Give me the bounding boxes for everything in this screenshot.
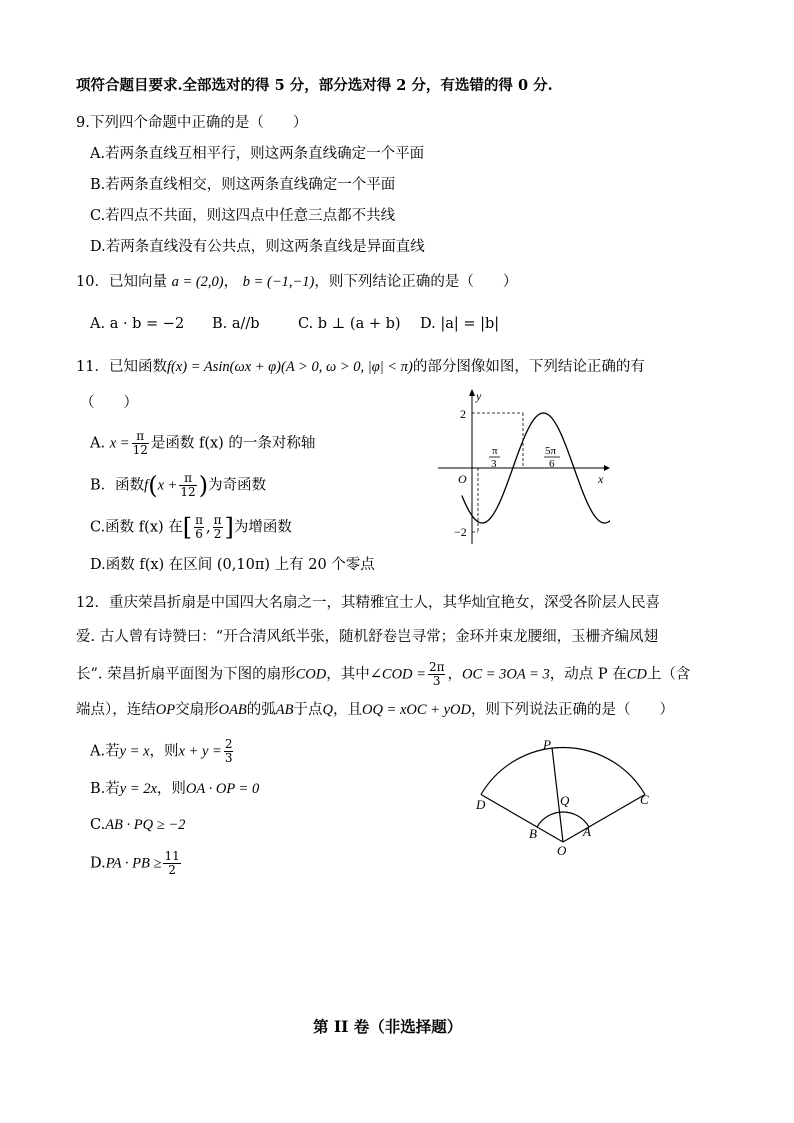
label-c: C: [640, 792, 649, 807]
q12-d-label: D.: [90, 855, 106, 872]
q12-d-den: 2: [168, 863, 176, 877]
q10-option-a: A. a · b = −2: [90, 316, 185, 332]
q12-l3-f: ，: [447, 666, 462, 683]
q11-c-text: 为增函数: [233, 519, 292, 536]
q12-b-mid: ，则: [156, 781, 186, 797]
q11-c-d1: 6: [195, 527, 203, 541]
q12-l3-angle: ∠COD =: [369, 666, 426, 683]
q11-stem-text: 11．已知函数: [76, 359, 167, 375]
q12-l4-q: Q: [322, 702, 333, 718]
q11-c-frac2: [213, 514, 223, 541]
q11-a-fraction: [132, 430, 149, 457]
q9-option-a: A.若两条直线互相平行，则这两条直线确定一个平面: [90, 146, 425, 162]
q12-d-frac: [163, 850, 180, 877]
q11-c-n2: π: [213, 513, 222, 527]
label-o: O: [557, 843, 567, 858]
arc-cd: [481, 747, 645, 794]
q12-line-4: [76, 700, 674, 720]
q11-b-fraction: [179, 472, 196, 499]
x-axis-label: x: [598, 472, 604, 486]
q12-l3-c: ，其中: [326, 666, 370, 683]
q9-option-b: B.若两条直线相交，则这两条直线确定一个平面: [90, 177, 396, 193]
q11-a-den: 12: [132, 443, 148, 457]
q12-l4-e: 的弧: [246, 702, 276, 718]
q11-b-f: f: [144, 477, 149, 494]
label-a: A: [583, 824, 591, 839]
q12-a-frac: [224, 738, 234, 765]
q11-c-d2: 2: [213, 527, 222, 541]
q10-stem: 10．已知向量 a = (2,0)， b = (−1,−1)，则下列结论正确的是（ ）: [76, 274, 518, 290]
q10-option-d: D. |a| = |b|: [420, 316, 500, 332]
q12-l4-op: OP: [155, 702, 176, 718]
q12-d-expr: PA · PB ≥: [105, 855, 162, 872]
q12-l4-k: ，则下列说法正确的是（ ）: [470, 702, 674, 718]
section-title: 第 II 卷（非选择题）: [313, 1017, 463, 1036]
q12-l4-vector-eq: OQ = xOC + yOD: [361, 702, 471, 718]
q11-option-a: [90, 430, 315, 457]
q11-a-num: π: [132, 430, 149, 444]
q12-b-expr: OA · OP = 0: [185, 781, 260, 797]
q12-l3-a: 长”. 荣昌折扇平面图为下图的扇形: [76, 666, 296, 683]
q10-stem-text: 10．已知向量: [76, 274, 167, 290]
q12-b-cond: y = 2x: [119, 781, 157, 797]
q11-c-frac1: [194, 514, 204, 541]
q11-a-text: 是函数 f(x) 的一条对称轴: [150, 435, 316, 452]
q12-l4-c: 交扇形: [175, 702, 219, 718]
q12-a-num: 2: [224, 737, 233, 751]
q11-b-num: π: [179, 472, 196, 486]
q12-a-cond: y = x: [119, 743, 150, 760]
q12-a-label: A.若: [90, 743, 120, 760]
q11-b-text: 为奇函数: [208, 477, 267, 494]
q10-option-b: B. a//b: [212, 316, 260, 332]
origin-label: O: [458, 472, 467, 486]
min-value-label: −2: [454, 525, 467, 539]
q12-option-d: [90, 850, 183, 877]
q11-b-x: x +: [157, 477, 178, 494]
radius-oc: [563, 795, 645, 843]
label-b: B: [529, 826, 537, 841]
q11-option-b: B．函数f(x + $\frac{\pi}{12}$ )为奇函数: [90, 471, 267, 500]
q12-l3-frac: [428, 661, 446, 688]
tick-5pi-6-num: 5π: [545, 445, 557, 457]
q12-line-1: 12．重庆荣昌折扇是中国四大名扇之一，其精雅宜士人，其华灿宜艳女，深受各阶层人民喜: [76, 595, 660, 611]
q11-b-label: B．函数: [90, 477, 145, 494]
q11-stem: [76, 357, 645, 377]
q12-l4-i: ，且: [332, 702, 362, 718]
radius-od: [481, 795, 563, 843]
q12-l4-arc-ab: AB: [275, 702, 294, 718]
label-d: D: [476, 797, 486, 812]
q9-stem: 9.下列四个命题中正确的是（ ）: [76, 115, 308, 131]
vector-b: b = (−1,−1): [242, 274, 315, 290]
x-axis-arrow: [604, 465, 610, 471]
q12-l3-lengths: OC = 3OA = 3: [461, 666, 550, 683]
q12-c-expr: AB · PQ ≥ −2: [105, 817, 186, 833]
tick-pi-3-num: π: [492, 445, 498, 457]
q10-option-c: C. b ⊥ (a + b): [298, 316, 401, 332]
q11-option-d: D.函数 f(x) 在区间 (0,10π) 上有 20 个零点: [90, 557, 375, 573]
q10-stem-tail: ，则下列结论正确的是（ ）: [314, 274, 518, 290]
q12-l4-g: 于点: [293, 702, 323, 718]
q12-l3-den: 3: [432, 674, 441, 688]
q11-stem-tail: 的部分图像如图，下列结论正确的有: [412, 359, 645, 375]
q12-a-expr: x + y =: [178, 743, 222, 760]
tick-pi-3-den: 3: [491, 458, 497, 470]
q11-c-label: C.函数 f(x) 在: [90, 519, 183, 536]
q12-l3-j: 上（含: [646, 666, 691, 683]
label-p: P: [543, 737, 551, 752]
q12-c-label: C.: [90, 817, 106, 833]
sine-graph: [430, 388, 610, 548]
arc-ab: [537, 812, 589, 827]
q12-option-a: [90, 738, 235, 765]
q9-option-c: C.若四点不共面，则这四点中任意三点都不共线: [90, 208, 396, 224]
q12-d-num: 11: [164, 849, 180, 863]
label-q: Q: [560, 793, 570, 808]
fan-diagram: [470, 735, 670, 860]
q12-b-label: B.若: [90, 781, 120, 797]
q11-function: f(x) = Asin(ωx + φ)(A > 0, ω > 0, |φ| < π): [166, 359, 413, 375]
q12-l3-h: ，动点 P 在: [549, 666, 627, 683]
q11-c-n1: π: [195, 513, 204, 527]
q12-l4-oab: OAB: [218, 702, 247, 718]
q12-option-b: [90, 779, 259, 799]
y-axis-label: y: [476, 389, 482, 403]
q9-option-d: D.若两条直线没有公共点，则这两条直线是异面直线: [90, 239, 425, 255]
instruction-note: 项符合题目要求.全部选对的得 5 分，部分选对得 2 分，有选错的得 0 分.: [76, 77, 553, 94]
q12-line-3: [76, 661, 690, 688]
q12-a-den: 3: [224, 751, 233, 765]
q12-l3-arc: CD: [626, 666, 647, 683]
q12-l3-sector: COD: [295, 666, 327, 683]
q12-l4-a: 端点），连结: [76, 702, 156, 718]
q12-option-c: [90, 815, 185, 835]
q11-a-label: A.: [90, 435, 106, 452]
q11-a-eq: x =: [109, 435, 130, 452]
q11-b-den: 12: [180, 485, 196, 499]
max-value-label: 2: [460, 407, 466, 421]
y-axis-arrow: [469, 389, 475, 396]
q11-option-c: C.函数 f(x) 在[ $\frac{\pi}{6}$ , $\frac{\pi}{2}$ ]为增函数: [90, 513, 292, 542]
q12-l3-num: 2π: [428, 660, 445, 674]
tick-5pi-6-den: 6: [549, 458, 555, 470]
q11-answer-paren: （ ）: [80, 395, 138, 411]
q12-line-2: 爱. 古人曾有诗赞曰：“开合清风纸半张，随机舒卷岂寻常；金环并束龙腰细，玉栅齐编凤翅: [76, 629, 659, 645]
q12-a-mid: ，则: [149, 743, 179, 760]
vector-a: a = (2,0): [171, 274, 224, 290]
